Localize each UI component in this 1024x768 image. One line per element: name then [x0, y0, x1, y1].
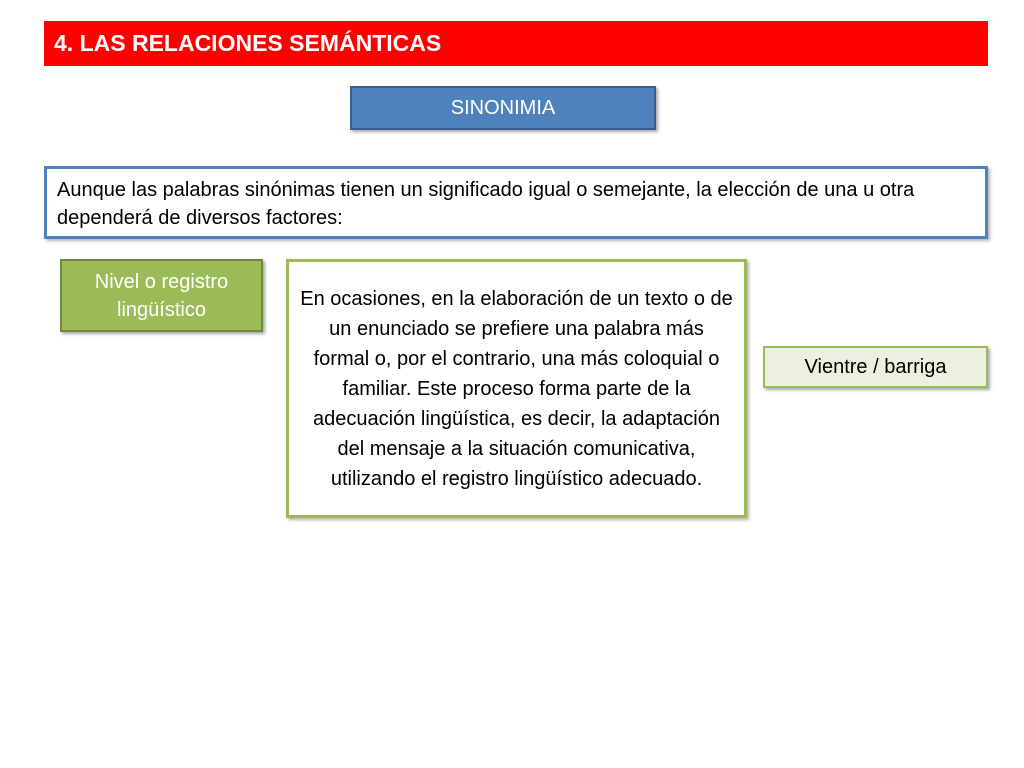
explanation-box	[286, 259, 747, 518]
example-label: Vientre / barriga	[804, 355, 947, 378]
category-box	[60, 259, 263, 332]
subtitle-label: SINONIMIA	[450, 96, 556, 119]
intro-text-box	[44, 166, 988, 239]
subtitle-box	[350, 86, 656, 130]
explanation-text: En ocasiones, en la elaboración de un texto o de un enunciado se prefiere una palabra más formal o, por el contrario, una más coloquial o familiar. Este proceso forma parte de la adecuación lingüística, es decir, la adaptación del mensaje a la situación comunicativa, utilizando el registro lingüístico adecuado.	[300, 287, 733, 490]
example-box	[763, 346, 988, 388]
intro-text: Aunque las palabras sinónimas tienen un significado igual o semejante, la elección de una u otra dependerá de diversos factores:	[57, 179, 915, 229]
slide-title: 4. LAS RELACIONES SEMÁNTICAS	[44, 21, 988, 66]
category-label: Nivel o registro lingüístico	[94, 270, 229, 321]
